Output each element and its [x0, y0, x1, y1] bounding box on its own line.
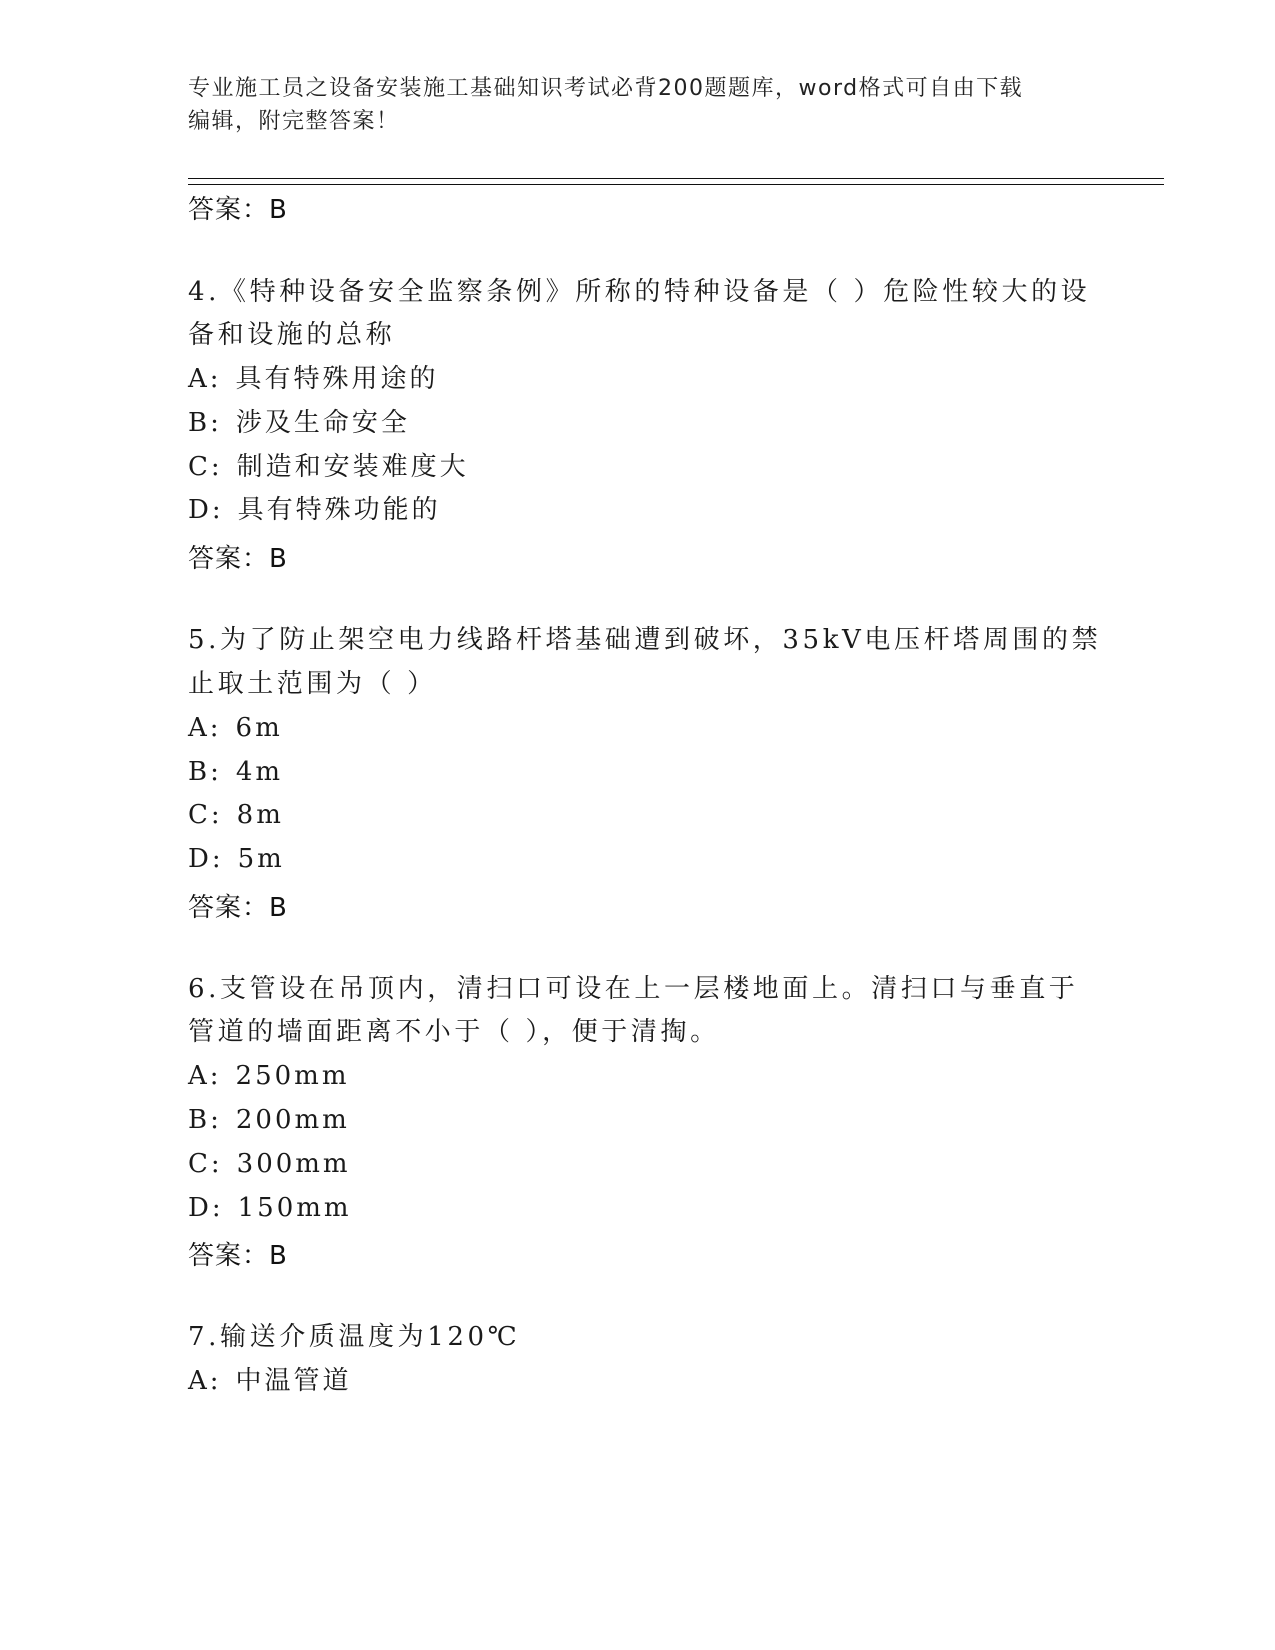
option-text: 涉及生命安全	[235, 408, 410, 438]
option-key: A:	[188, 364, 222, 394]
option-text: 5m	[237, 844, 285, 874]
answer-line: 答案：B	[188, 893, 288, 923]
question-text: 止取土范围为（ ）	[188, 669, 437, 699]
option-a	[188, 1059, 349, 1093]
option-key: C:	[188, 800, 223, 830]
option-key: C:	[188, 1149, 223, 1179]
option-a	[188, 1364, 352, 1398]
answer-line: 答案：B	[188, 1241, 288, 1271]
option-key: D:	[188, 844, 224, 874]
option-c	[188, 1147, 351, 1181]
option-a	[188, 711, 283, 745]
option-text: 制造和安装难度大	[236, 452, 469, 482]
option-d	[188, 493, 441, 527]
question-text: 4.《特种设备安全监察条例》所称的特种设备是（ ）危险性较大的设	[188, 277, 1091, 307]
header-divider-top	[188, 178, 1164, 179]
question-text: 管道的墙面距离不小于（ ），便于清掏。	[188, 1017, 720, 1047]
question-text: 5.为了防止架空电力线路杆塔基础遭到破坏，35kV电压杆塔周围的禁	[188, 625, 1102, 655]
header-line-2: 编辑，附完整答案！	[188, 109, 400, 134]
option-c	[188, 798, 284, 832]
option-key: B:	[188, 1105, 222, 1135]
header-divider-bottom	[188, 184, 1164, 185]
question-text: 6.支管设在吊顶内，清扫口可设在上一层楼地面上。清扫口与垂直于	[188, 974, 1079, 1004]
option-text: 具有特殊功能的	[237, 495, 441, 525]
option-key: A:	[188, 713, 222, 743]
option-text: 300mm	[236, 1149, 351, 1179]
option-text: 6m	[235, 713, 283, 743]
option-key: D:	[188, 495, 224, 525]
option-d	[188, 1191, 352, 1225]
answer-line: 答案：B	[188, 544, 288, 574]
option-b	[188, 1103, 350, 1137]
option-text: 具有特殊用途的	[235, 364, 439, 394]
answer-line: 答案：B	[188, 195, 288, 225]
document-header	[188, 72, 1088, 138]
option-key: B:	[188, 757, 222, 787]
question-text: 7.输送介质温度为120℃	[188, 1322, 521, 1352]
option-d	[188, 842, 285, 876]
option-key: A:	[188, 1366, 222, 1396]
option-key: B:	[188, 408, 222, 438]
option-key: C:	[188, 452, 223, 482]
option-text: 250mm	[235, 1061, 350, 1091]
option-text: 200mm	[235, 1105, 350, 1135]
option-c	[188, 450, 469, 484]
option-b	[188, 755, 283, 789]
option-text: 150mm	[237, 1193, 352, 1223]
option-b	[188, 406, 410, 440]
header-line-1: 专业施工员之设备安装施工基础知识考试必背200题题库，word格式可自由下载	[188, 76, 1024, 101]
option-text: 8m	[236, 800, 284, 830]
question-text: 备和设施的总称	[188, 320, 396, 350]
option-text: 4m	[235, 757, 284, 787]
option-a	[188, 362, 439, 396]
option-text: 中温管道	[235, 1366, 352, 1396]
option-key: D:	[188, 1193, 224, 1223]
option-key: A:	[188, 1061, 222, 1091]
